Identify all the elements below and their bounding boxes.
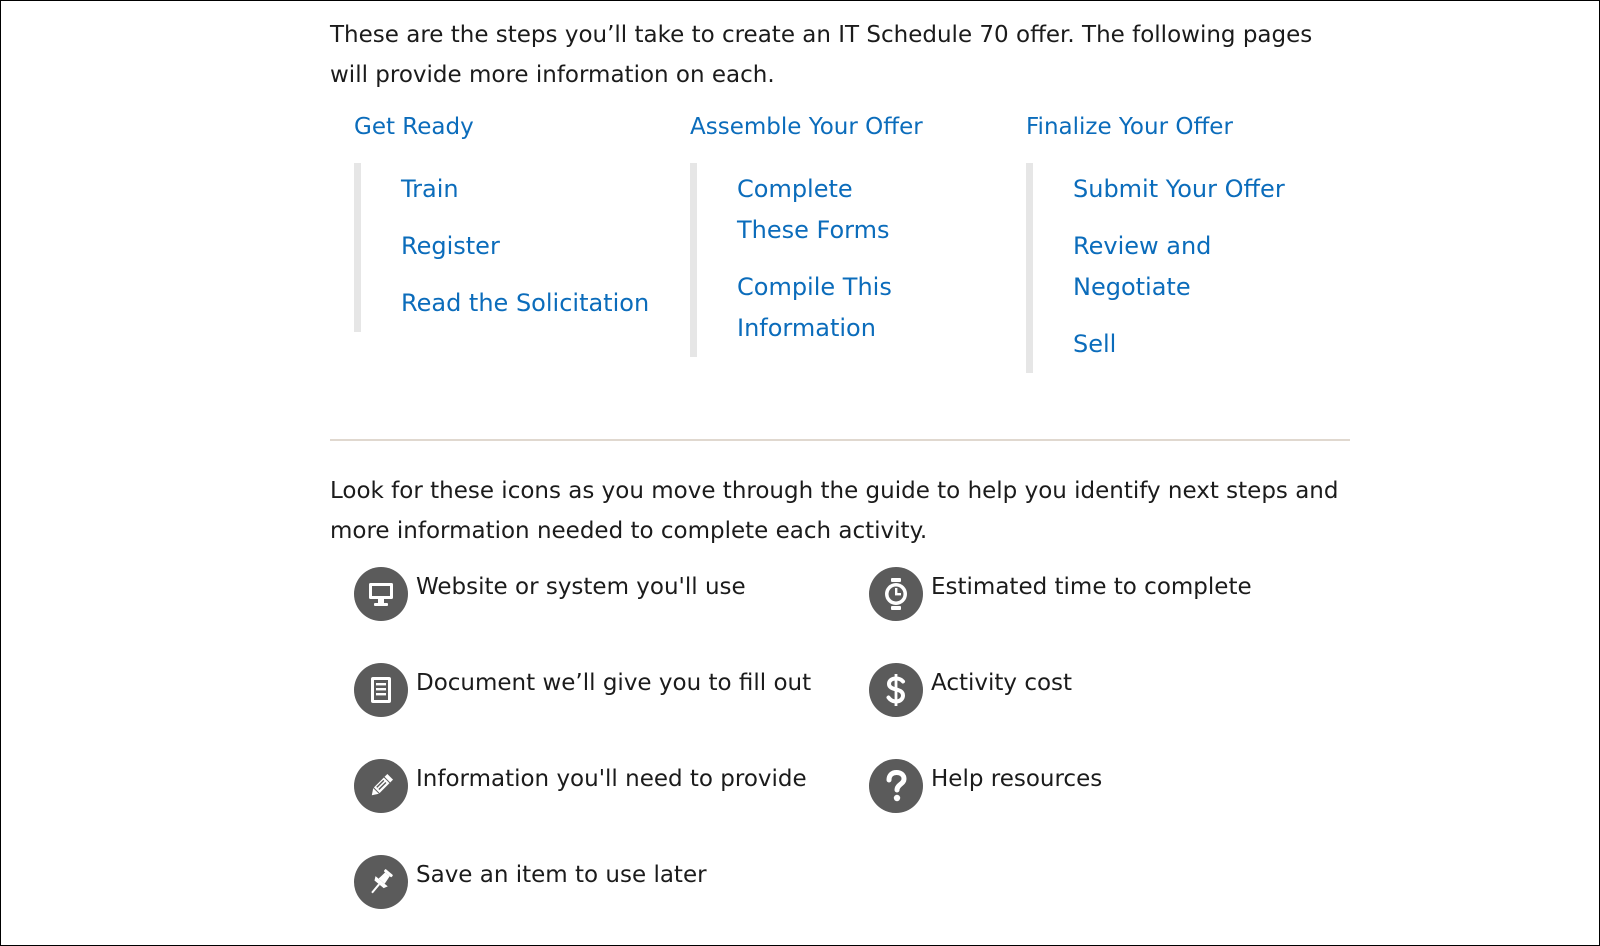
step-link-register[interactable]: Register bbox=[401, 232, 500, 260]
legend-label: Website or system you'll use bbox=[416, 574, 746, 600]
step-item bbox=[401, 283, 650, 324]
step-item bbox=[1073, 324, 1293, 365]
dollar-icon bbox=[869, 663, 923, 717]
step-link-sell[interactable]: Sell bbox=[1073, 330, 1117, 358]
step-item bbox=[737, 169, 927, 251]
steps-get-ready bbox=[354, 163, 650, 332]
column-finalize-offer bbox=[1002, 111, 1322, 373]
step-item bbox=[1073, 226, 1293, 308]
section-divider bbox=[330, 439, 1350, 441]
legend-label: Document we’ll give you to fill out bbox=[416, 670, 812, 696]
step-link-read-solicitation[interactable]: Read the Solicitation bbox=[401, 289, 650, 317]
legend-label: Save an item to use later bbox=[416, 862, 707, 888]
step-item bbox=[401, 169, 650, 210]
document-icon bbox=[354, 663, 408, 717]
steps-finalize-offer bbox=[1026, 163, 1293, 373]
step-link-review-negotiate[interactable]: Review and Negotiate bbox=[1073, 232, 1212, 301]
step-item bbox=[737, 267, 927, 349]
legend-label: Estimated time to complete bbox=[931, 574, 1252, 600]
step-link-compile-information[interactable]: Compile This Information bbox=[737, 273, 892, 342]
step-link-complete-forms[interactable]: Complete These Forms bbox=[737, 175, 890, 244]
heading-get-ready[interactable]: Get Ready bbox=[354, 114, 474, 140]
legend-label: Help resources bbox=[931, 766, 1103, 792]
pushpin-icon bbox=[354, 855, 408, 909]
legend-label: Activity cost bbox=[931, 670, 1073, 696]
column-get-ready bbox=[330, 111, 650, 332]
step-item bbox=[1073, 169, 1293, 210]
step-link-train[interactable]: Train bbox=[401, 175, 459, 203]
pencil-icon bbox=[354, 759, 408, 813]
stopwatch-icon bbox=[869, 567, 923, 621]
step-item bbox=[401, 226, 650, 267]
intro-text: These are the steps you’ll take to create an IT Schedule 70 offer. The following pages will provide more information on each. bbox=[330, 22, 1313, 88]
heading-finalize-offer[interactable]: Finalize Your Offer bbox=[1026, 114, 1233, 140]
step-link-submit-offer[interactable]: Submit Your Offer bbox=[1073, 175, 1285, 203]
column-assemble-offer bbox=[666, 111, 966, 357]
legend-label: Information you'll need to provide bbox=[416, 766, 807, 792]
monitor-icon bbox=[354, 567, 408, 621]
icons-intro-text: Look for these icons as you move through the guide to help you identify next steps and more information needed to complete each activity. bbox=[330, 478, 1339, 544]
steps-assemble-offer bbox=[690, 163, 927, 357]
heading-assemble-offer[interactable]: Assemble Your Offer bbox=[690, 114, 923, 140]
question-icon bbox=[869, 759, 923, 813]
